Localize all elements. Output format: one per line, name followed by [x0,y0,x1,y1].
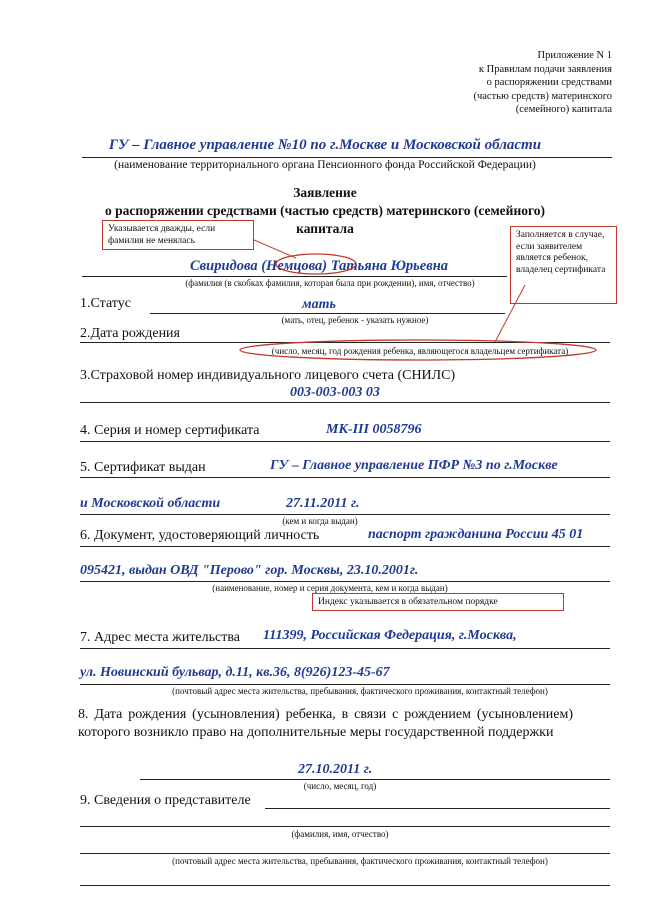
child-text: 8. Дата рождения (усыновления) ребенка, в связи с рождением (усыновлением) которого возникло право на дополнительные меры государственной поддержки [78,707,573,740]
rep-underline1 [265,808,610,809]
dob-underline [80,342,610,343]
issued-value-line2: и Московской области [80,496,221,511]
note-surname: Указывается дважды, если фамилия не менялась [102,220,254,250]
snils-underline [80,402,610,403]
addr-label: 7. Адрес места жительства [80,630,240,645]
child-underline [140,779,610,780]
status-label: 1.Статус [80,296,131,311]
issued-underline1 [80,477,610,478]
rep-label: 9. Сведения о представителе [80,793,251,808]
organ-underline [82,157,612,158]
issued-underline2 [80,514,610,515]
appendix-block [412,49,612,117]
doc-underline2 [80,581,610,582]
organ-caption: (наименование территориального органа Пенсионного фонда Российской Федерации) [114,159,536,171]
doc-caption: (наименование, номер и серия документа, кем и когда выдан) [212,583,448,593]
title-line3: капитала [296,221,354,236]
applicant-name: Свиридова (Немцова) Татьяна Юрьевна [190,258,449,274]
appendix-line: Приложение N 1 [537,50,612,61]
doc-value-line1: паспорт гражданина России 45 01 [368,527,584,542]
child-caption: (число, месяц, год) [303,781,377,791]
organ-name: ГУ – Главное управление №10 по г.Москве и Московской области [108,137,542,153]
addr-underline2 [80,684,610,685]
note-applicant: Заполняется в случае, если заявителем является ребенок, владелец сертификата [510,226,617,304]
note-index: Индекс указывается в обязательном порядке [312,593,564,611]
dob-label: 2.Дата рождения [80,326,180,341]
issued-label: 5. Сертификат выдан [80,460,206,475]
doc-value-line2: 095421, выдан ОВД "Перово" гор. Москвы, 23.10.2001г. [80,563,419,578]
status-underline [150,313,505,314]
addr-value-line2: ул. Новинский бульвар, д.11, кв.36, 8(926)123-45-67 [80,665,390,680]
appendix-line: (частью средств) материнского [473,90,612,102]
issued-caption: (кем и когда выдан) [282,516,358,526]
cert-underline [80,441,610,442]
appendix-line: о распоряжении средствами [486,77,612,88]
status-value: мать [302,297,336,312]
addr-underline1 [80,648,610,649]
rep-caption2: (почтовый адрес места жительства, пребывания, фактического проживания, контактный телефон) [172,856,548,866]
cert-value: МК-III 0058796 [326,422,422,437]
status-caption: (мать, отец, ребенок - указать нужное) [281,315,429,325]
snils-value: 003-003-003 03 [290,385,380,400]
rep-underline3 [80,853,610,854]
child-date: 27.10.2011 г. [298,762,373,777]
title-line1: Заявление [293,185,357,200]
rep-underline4 [80,885,610,886]
rep-caption1: (фамилия, имя, отчество) [291,829,389,839]
addr-value-line1: 111399, Российская Федерация, г.Москва, [263,628,517,643]
doc-underline1 [80,546,610,547]
issued-value-line1: ГУ – Главное управление ПФР №3 по г.Москве [270,458,558,473]
doc-label: 6. Документ, удостоверяющий личность [80,528,320,543]
dob-caption: (число, месяц, год рождения ребенка, являющегося владельцем сертификата) [271,346,569,356]
cert-label: 4. Серия и номер сертификата [80,423,260,438]
snils-label: 3.Страховой номер индивидуального лицевого счета (СНИЛС) [80,368,456,383]
appendix-line: к Правилам подачи заявления [478,63,612,75]
appendix-line: (семейного) капитала [515,104,612,115]
issued-date: 27.11.2011 г. [286,496,360,511]
addr-caption: (почтовый адрес места жительства, пребывания, фактического проживания, контактный телефон) [172,686,548,696]
rep-underline2 [80,826,610,827]
name-underline [82,276,507,277]
name-caption: (фамилия (в скобках фамилия, которая была при рождении), имя, отчество) [185,278,475,288]
title-line2: о распоряжении средствами (частью средств) материнского (семейного) [104,203,546,218]
pointer-line-surname [254,240,296,258]
